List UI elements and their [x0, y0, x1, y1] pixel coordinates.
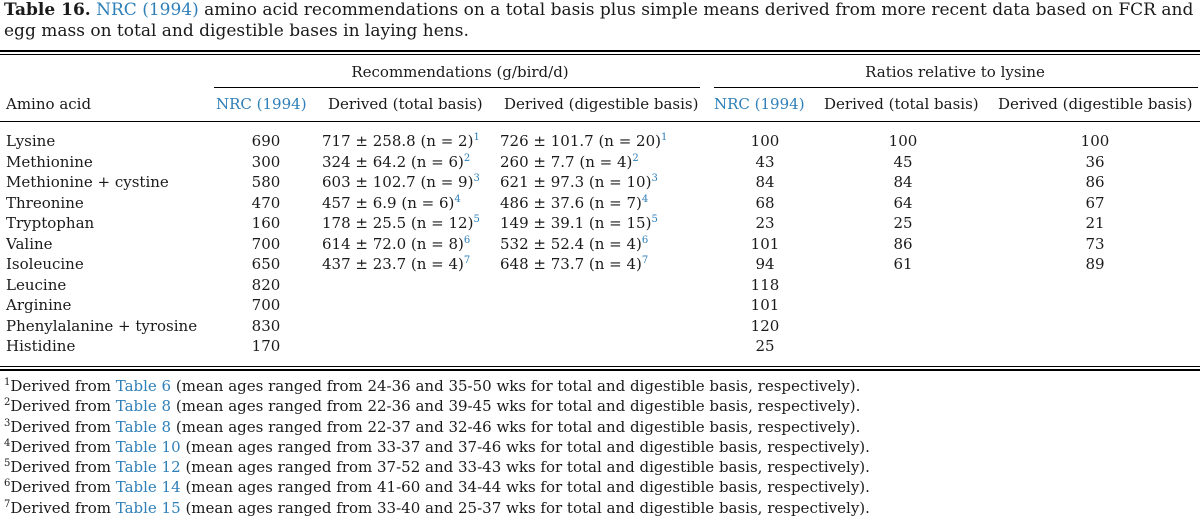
ratio-digestible-cell-text: 86 — [1085, 173, 1105, 191]
derived-total-cell — [322, 254, 470, 274]
ratio-total-cell — [848, 234, 958, 254]
ratio-total-cell — [848, 172, 958, 192]
derived-total-cell-text: 178 ± 25.5 (n = 12) — [322, 214, 474, 232]
ratio-digestible-cell — [1040, 172, 1150, 192]
derived-digestible-cell-text: 486 ± 37.6 (n = 7) — [500, 193, 642, 212]
derived-total-cell — [322, 213, 480, 233]
derived-total-cell — [322, 193, 461, 213]
footnote-number: 5 — [4, 458, 11, 470]
table-reference-link[interactable]: Table 12 — [115, 458, 181, 477]
amino-acid-cell-text: Tryptophan — [6, 214, 95, 232]
header-rule — [0, 121, 1200, 122]
nrc-value-cell-text: 160 — [251, 214, 281, 232]
ratio-nrc-cell — [710, 234, 820, 254]
nrc-value-cell — [216, 295, 316, 315]
nrc-value-cell-text: 690 — [251, 132, 281, 150]
nrc-value-cell — [216, 213, 316, 233]
table-reference-link[interactable]: Table 8 — [115, 397, 172, 416]
nrc-value-cell — [216, 193, 316, 213]
group-underline-recommendations — [214, 87, 700, 88]
nrc-value-cell-text: 470 — [251, 193, 281, 212]
footnote-marker-link[interactable]: 3 — [651, 173, 658, 184]
footnote-text: (mean ages ranged from 41-60 and 34-44 wks for total and digestible basis, respectively). — [185, 478, 870, 497]
derived-digestible-cell-text: 726 ± 101.7 (n = 20) — [500, 132, 662, 150]
col-header-derived-digestible: Derived (digestible basis) — [504, 95, 699, 113]
footnote — [4, 477, 870, 497]
amino-acid-cell-text: Arginine — [6, 296, 72, 314]
table-row — [0, 193, 1200, 214]
nrc-value-cell-text: 700 — [251, 234, 281, 253]
footnote-marker-link[interactable]: 2 — [632, 152, 639, 164]
amino-acid-cell-text: Methionine + cystine — [6, 173, 169, 191]
footnote-marker-link[interactable]: 4 — [454, 193, 461, 205]
nrc-value-cell — [216, 152, 316, 172]
amino-acid-cell — [6, 234, 53, 254]
amino-acid-cell-text: Leucine — [6, 275, 67, 294]
ratio-nrc-cell-text: 43 — [755, 152, 775, 171]
footnote-marker-link[interactable]: 6 — [641, 234, 649, 246]
col-header-nrc-link[interactable]: NRC (1994) — [216, 95, 307, 113]
derived-total-cell-text: 457 ± 6.9 (n = 6) — [322, 193, 455, 212]
ratio-digestible-cell-text: 67 — [1085, 193, 1105, 212]
footnote-marker-link[interactable]: 1 — [661, 132, 668, 143]
footnote-marker-link[interactable]: 1 — [473, 132, 480, 143]
ratio-nrc-cell — [710, 254, 820, 274]
nrc-value-cell — [216, 172, 316, 192]
amino-acid-cell-text: Threonine — [6, 193, 84, 212]
ratio-digestible-cell-text: 100 — [1080, 132, 1110, 150]
caption-text: amino acid recommendations on a total basis plus simple means derived from more recent data based on FCR and egg mass on total and digestible bases in laying hens. — [4, 0, 1194, 41]
table-row — [0, 336, 1200, 357]
group-header-recommendations: Recommendations (g/bird/d) — [351, 63, 569, 81]
table-row — [0, 254, 1200, 275]
table-label: Table 16. — [4, 0, 91, 20]
footnote-number: 2 — [4, 397, 11, 409]
amino-acid-cell — [6, 213, 94, 233]
footnote-number: 1 — [4, 377, 11, 388]
derived-total-cell-text: 614 ± 72.0 (n = 8) — [322, 234, 464, 253]
ratio-nrc-cell-text: 120 — [750, 316, 780, 335]
top-rule — [0, 50, 1200, 52]
nrc-value-cell-text: 580 — [251, 173, 281, 191]
top-rule-inner — [0, 54, 1200, 55]
col-header-ratio-nrc-link[interactable]: NRC (1994) — [714, 95, 805, 113]
derived-total-cell — [322, 172, 480, 192]
footnote-prefix: Derived from — [10, 437, 111, 456]
ratio-digestible-cell — [1040, 213, 1150, 233]
ratio-nrc-cell-text: 101 — [750, 296, 780, 314]
ratio-nrc-cell — [710, 336, 820, 356]
ratio-total-cell — [848, 254, 958, 274]
ratio-total-cell-text: 61 — [893, 255, 913, 273]
amino-acid-cell-text: Methionine — [6, 152, 93, 171]
derived-digestible-cell — [500, 254, 648, 274]
amino-acid-cell — [6, 336, 75, 356]
footnote — [4, 498, 870, 518]
nrc-value-cell-text: 820 — [251, 275, 281, 294]
footnote-prefix: Derived from — [10, 478, 111, 497]
amino-acid-cell — [6, 254, 84, 274]
footnote — [4, 417, 870, 437]
table-row — [0, 152, 1200, 173]
footnote-prefix: Derived from — [10, 458, 111, 477]
ratio-digestible-cell-text: 21 — [1085, 214, 1105, 232]
ratio-nrc-cell-text: 101 — [750, 234, 780, 253]
table-reference-link[interactable]: Table 15 — [115, 498, 181, 517]
nrc-value-cell-text: 300 — [251, 152, 281, 171]
footnote — [4, 457, 870, 477]
bottom-rule-outer — [0, 369, 1200, 371]
ratio-digestible-cell — [1040, 254, 1150, 274]
footnote-text: (mean ages ranged from 37-52 and 33-43 wks for total and digestible basis, respectively). — [185, 458, 870, 477]
amino-acid-cell — [6, 172, 169, 192]
table-caption — [4, 0, 1196, 42]
group-underline-ratios — [714, 87, 1198, 88]
ratio-nrc-cell-text: 68 — [755, 193, 775, 212]
nrc-value-cell — [216, 254, 316, 274]
ratio-total-cell-text: 25 — [893, 214, 913, 232]
ratio-nrc-cell — [710, 172, 820, 192]
amino-acid-cell — [6, 131, 55, 151]
ratio-nrc-cell-text: 23 — [755, 214, 775, 232]
ratio-nrc-cell — [710, 295, 820, 315]
ratio-total-cell-text: 100 — [888, 132, 918, 150]
footnote-number: 7 — [4, 498, 11, 510]
derived-total-cell-text: 717 ± 258.8 (n = 2) — [322, 132, 474, 150]
amino-acid-cell — [6, 295, 71, 315]
table-row — [0, 131, 1200, 152]
ratio-digestible-cell-text: 36 — [1085, 152, 1105, 171]
group-header-ratios: Ratios relative to lysine — [865, 63, 1045, 81]
amino-acid-cell — [6, 193, 84, 213]
derived-digestible-cell-text: 260 ± 7.7 (n = 4) — [500, 152, 633, 171]
derived-digestible-cell — [500, 172, 658, 192]
table-row — [0, 295, 1200, 316]
ratio-nrc-cell-text: 84 — [755, 173, 775, 191]
nrc-value-cell — [216, 336, 316, 356]
table-row — [0, 213, 1200, 234]
amino-acid-cell — [6, 275, 66, 295]
nrc-value-cell — [216, 316, 316, 336]
derived-total-cell — [322, 131, 480, 151]
col-header-derived-total: Derived (total basis) — [328, 95, 483, 113]
ratio-total-cell — [848, 213, 958, 233]
footnote-text: (mean ages ranged from 24-36 and 35-50 wks for total and digestible basis, respectively). — [175, 377, 861, 395]
ratio-total-cell-text: 64 — [893, 193, 913, 212]
col-header-ratio-total: Derived (total basis) — [824, 95, 979, 113]
nrc-value-cell-text: 650 — [251, 255, 281, 273]
table-row — [0, 275, 1200, 296]
amino-acid-cell — [6, 316, 197, 336]
amino-acid-cell-text: Lysine — [6, 132, 56, 150]
ratio-nrc-cell-text: 94 — [755, 255, 775, 273]
col-header-ratio-digestible: Derived (digestible basis) — [998, 95, 1193, 113]
ratio-total-cell — [848, 152, 958, 172]
amino-acid-cell-text: Isoleucine — [6, 255, 84, 273]
table-row — [0, 172, 1200, 193]
derived-total-cell — [322, 234, 470, 254]
footnote — [4, 376, 870, 396]
table-reference-link[interactable]: Table 8 — [115, 417, 172, 436]
ratio-digestible-cell — [1040, 131, 1150, 151]
table-reference-link[interactable]: Table 10 — [115, 437, 181, 456]
footnote-prefix: Derived from — [10, 417, 111, 436]
table-row — [0, 234, 1200, 255]
nrc-value-cell — [216, 234, 316, 254]
footnote-marker-link[interactable]: 7 — [463, 255, 471, 266]
footnotes — [4, 376, 870, 518]
footnote-marker-link[interactable]: 5 — [473, 214, 480, 225]
ratio-nrc-cell — [710, 275, 820, 295]
footnote-prefix: Derived from — [10, 377, 111, 395]
ratio-total-cell-text: 84 — [893, 173, 913, 191]
ratio-nrc-cell-text: 25 — [755, 337, 775, 355]
ratio-nrc-cell — [710, 213, 820, 233]
footnote-marker-link[interactable]: 7 — [641, 255, 649, 266]
footnote-marker-link[interactable]: 2 — [463, 152, 471, 164]
ratio-digestible-cell-text: 73 — [1085, 234, 1105, 253]
derived-digestible-cell — [500, 234, 648, 254]
footnote-prefix: Derived from — [10, 498, 111, 517]
derived-digestible-cell — [500, 152, 639, 172]
ratio-nrc-cell — [710, 131, 820, 151]
footnote-text: (mean ages ranged from 22-37 and 32-46 wks for total and digestible basis, respectively). — [175, 417, 861, 436]
nrc-value-cell — [216, 275, 316, 295]
footnote-text: (mean ages ranged from 33-40 and 25-37 wks for total and digestible basis, respectively). — [185, 498, 870, 517]
derived-total-cell-text: 324 ± 64.2 (n = 6) — [322, 152, 464, 171]
col-header-amino-acid: Amino acid — [6, 95, 92, 113]
ratio-total-cell-text: 86 — [893, 234, 913, 253]
derived-total-cell-text: 603 ± 102.7 (n = 9) — [322, 173, 474, 191]
ratio-total-cell — [848, 193, 958, 213]
ratio-total-cell — [848, 131, 958, 151]
ratio-nrc-cell — [710, 316, 820, 336]
ratio-nrc-cell-text: 118 — [750, 275, 780, 294]
bottom-rule — [0, 366, 1200, 367]
derived-digestible-cell — [500, 193, 648, 213]
amino-acid-cell-text: Histidine — [6, 337, 76, 355]
ratio-digestible-cell-text: 89 — [1085, 255, 1105, 273]
amino-acid-cell — [6, 152, 93, 172]
table-reference-link[interactable]: Table 14 — [115, 478, 181, 497]
derived-digestible-cell — [500, 213, 658, 233]
derived-total-cell — [322, 152, 470, 172]
nrc-value-cell-text: 170 — [251, 337, 281, 355]
amino-acid-cell-text: Valine — [6, 234, 53, 253]
footnote-marker-link[interactable]: 5 — [651, 214, 658, 225]
footnote-prefix: Derived from — [10, 397, 111, 416]
derived-digestible-cell-text: 149 ± 39.1 (n = 15) — [500, 214, 652, 232]
ratio-total-cell-text: 45 — [893, 152, 913, 171]
amino-acid-cell-text: Phenylalanine + tyrosine — [6, 316, 198, 335]
derived-digestible-cell-text: 648 ± 73.7 (n = 4) — [500, 255, 642, 273]
footnote-marker-link[interactable]: 4 — [641, 193, 649, 205]
ratio-nrc-cell — [710, 193, 820, 213]
ratio-digestible-cell — [1040, 193, 1150, 213]
derived-digestible-cell-text: 621 ± 97.3 (n = 10) — [500, 173, 652, 191]
table-row — [0, 316, 1200, 337]
ratio-nrc-cell — [710, 152, 820, 172]
footnote — [4, 437, 870, 457]
nrc-value-cell-text: 830 — [251, 316, 281, 335]
ratio-digestible-cell — [1040, 152, 1150, 172]
footnote-marker-link[interactable]: 6 — [463, 234, 471, 246]
derived-digestible-cell — [500, 131, 667, 151]
footnote-number: 3 — [4, 417, 11, 429]
footnote-number: 4 — [4, 437, 11, 449]
derived-digestible-cell-text: 532 ± 52.4 (n = 4) — [500, 234, 642, 253]
derived-total-cell-text: 437 ± 23.7 (n = 4) — [322, 255, 464, 273]
nrc-citation-link[interactable]: NRC (1994) — [96, 0, 199, 20]
ratio-digestible-cell — [1040, 234, 1150, 254]
nrc-value-cell-text: 700 — [251, 296, 281, 314]
footnote-number: 6 — [4, 478, 11, 490]
nrc-value-cell — [216, 131, 316, 151]
footnote — [4, 396, 870, 416]
footnote-text: (mean ages ranged from 33-37 and 37-46 wks for total and digestible basis, respectively). — [185, 437, 870, 456]
ratio-nrc-cell-text: 100 — [750, 132, 780, 150]
footnote-marker-link[interactable]: 3 — [473, 173, 480, 184]
footnote-text: (mean ages ranged from 22-36 and 39-45 wks for total and digestible basis, respectively). — [175, 397, 861, 416]
table-reference-link[interactable]: Table 6 — [115, 377, 172, 395]
